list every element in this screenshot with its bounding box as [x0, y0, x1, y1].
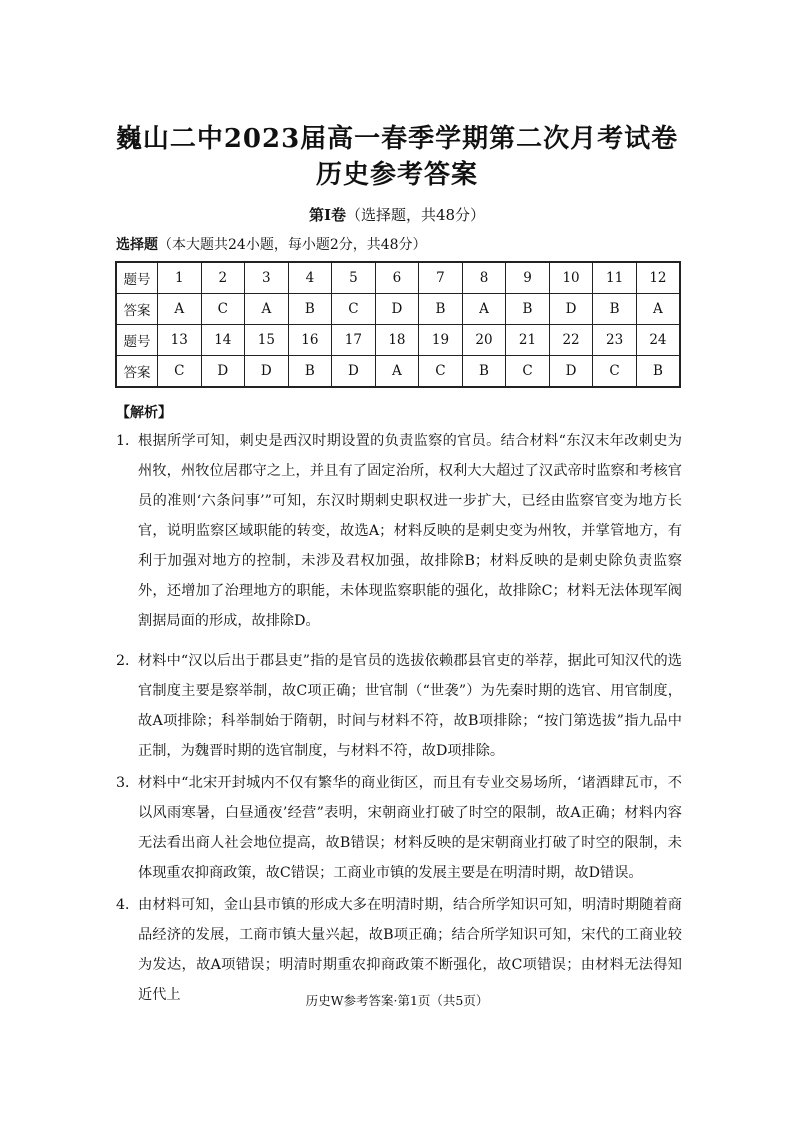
answer-letter: D [549, 294, 593, 325]
answer-letter: A [158, 294, 202, 325]
answer-letter: A [462, 294, 506, 325]
question-number: 22 [549, 325, 593, 356]
question-number: 7 [419, 262, 463, 294]
question-row-2 [116, 325, 680, 356]
question-number: 11 [593, 262, 637, 294]
answer-letter: C [201, 294, 245, 325]
row-header: 题号 [116, 325, 158, 356]
answer-row-1 [116, 294, 680, 325]
item-number: 2． [116, 653, 140, 669]
part-label: 第Ⅰ卷 [308, 206, 346, 224]
question-number: 15 [245, 325, 289, 356]
item-text: 材料中“北宋开封城内不仅有繁华的商业街区，而且有专业交易场所，‘诸酒肆瓦市，不以风雨寒暑，白昼通夜’经营”表明，宋朝商业打破了时空的限制，故A正确；材料内容无法看出商人社会地位提高，故B错误；材料反映的是宋朝商业打破了时空的限制，未体现重农抑商政策，故C错误；工商业市镇的发展主要是在明清时期，故D错误。 [138, 775, 682, 881]
analysis-item [116, 646, 682, 766]
question-number: 13 [158, 325, 202, 356]
analysis-heading: 【解析】 [116, 405, 172, 421]
answer-letter: D [549, 356, 593, 388]
question-row-1 [116, 262, 680, 294]
item-text: 材料中“汉以后出于郡县吏”指的是官员的选拔依赖郡县官吏的举荐，据此可知汉代的选官制度主要是察举制，故C项正确；世官制（“世袭”）为先秦时期的选官、用官制度，故A项排除；科举制始于隋朝，时间与材料不符，故B项排除；“按门第选拔”指九品中正制，为魏晋时期的选官制度，与材料不符，故D项排除。 [138, 653, 682, 759]
answer-letter: D [375, 294, 419, 325]
answer-letter: C [506, 356, 550, 388]
answer-letter: D [201, 356, 245, 388]
question-number: 21 [506, 325, 550, 356]
question-number: 16 [288, 325, 332, 356]
answer-letter: A [375, 356, 419, 388]
answer-letter: B [288, 356, 332, 388]
question-number: 24 [636, 325, 680, 356]
part-heading [0, 204, 794, 225]
answer-letter: B [506, 294, 550, 325]
item-number: 4． [116, 897, 140, 913]
answer-letter: B [636, 356, 680, 388]
item-number: 1． [116, 433, 140, 449]
section-intro [116, 234, 427, 254]
question-number: 8 [462, 262, 506, 294]
row-header: 答案 [116, 356, 158, 388]
question-number: 4 [288, 262, 332, 294]
analysis-item [116, 768, 682, 888]
question-number: 1 [158, 262, 202, 294]
answer-letter: D [332, 356, 376, 388]
question-number: 12 [636, 262, 680, 294]
item-number: 3． [116, 775, 140, 791]
question-number: 10 [549, 262, 593, 294]
answer-letter: C [419, 356, 463, 388]
answer-letter: C [593, 356, 637, 388]
answer-row-2 [116, 356, 680, 388]
answer-letter: C [158, 356, 202, 388]
row-header: 答案 [116, 294, 158, 325]
answer-letter: B [462, 356, 506, 388]
question-number: 20 [462, 325, 506, 356]
question-number: 23 [593, 325, 637, 356]
exam-subtitle: 历史参考答案 [315, 160, 478, 190]
question-number: 14 [201, 325, 245, 356]
part-note: （选择题，共48分） [345, 206, 486, 224]
answer-letter: B [593, 294, 637, 325]
answer-letter: A [636, 294, 680, 325]
answer-letter: A [245, 294, 289, 325]
analysis-item [116, 426, 682, 636]
answer-table [115, 261, 681, 388]
question-number: 9 [506, 262, 550, 294]
section-label: 选择题 [116, 237, 158, 253]
answer-letter: D [245, 356, 289, 388]
question-number: 19 [419, 325, 463, 356]
question-number: 17 [332, 325, 376, 356]
answer-letter: B [288, 294, 332, 325]
row-header: 题号 [116, 262, 158, 294]
question-number: 3 [245, 262, 289, 294]
exam-title: 巍山二中2023届高一春季学期第二次月考试卷 [115, 124, 679, 154]
item-text: 根据所学可知，刺史是西汉时期设置的负责监察的官员。结合材料“东汉末年改刺史为州牧，州牧位居郡守之上，并且有了固定治所，权利大大超过了汉武帝时监察和考核官员的准则‘六条问事’”可知，东汉时期刺史职权进一步扩大，已经由监察官变为地方长官，说明监察区域职能的转变，故选A；材料反映的是刺史变为州牧，并掌管地方，有利于加强对地方的控制，未涉及君权加强，故排除B；材料反映的是刺史除负责监察外，还增加了治理地方的职能，未体现监察职能的强化，故排除C；材料无法体现军阀割据局面的形成，故排除D。 [138, 433, 682, 629]
question-number: 6 [375, 262, 419, 294]
answer-letter: C [332, 294, 376, 325]
question-number: 5 [332, 262, 376, 294]
item-text: 由材料可知，金山县市镇的形成大多在明清时期，结合所学知识可知，明清时期随着商品经济的发展，工商市镇大量兴起，故B项正确；结合所学知识可知，宋代的工商业较为发达，故A项错误；明清时期重农抑商政策不断强化，故C项错误；由材料无法得知近代上 [138, 897, 682, 1003]
question-number: 18 [375, 325, 419, 356]
answer-letter: B [419, 294, 463, 325]
section-note: （本大题共24小题，每小题2分，共48分） [158, 237, 427, 253]
question-number: 2 [201, 262, 245, 294]
page-footer: 历史W参考答案·第1页（共5页） [305, 993, 489, 1008]
